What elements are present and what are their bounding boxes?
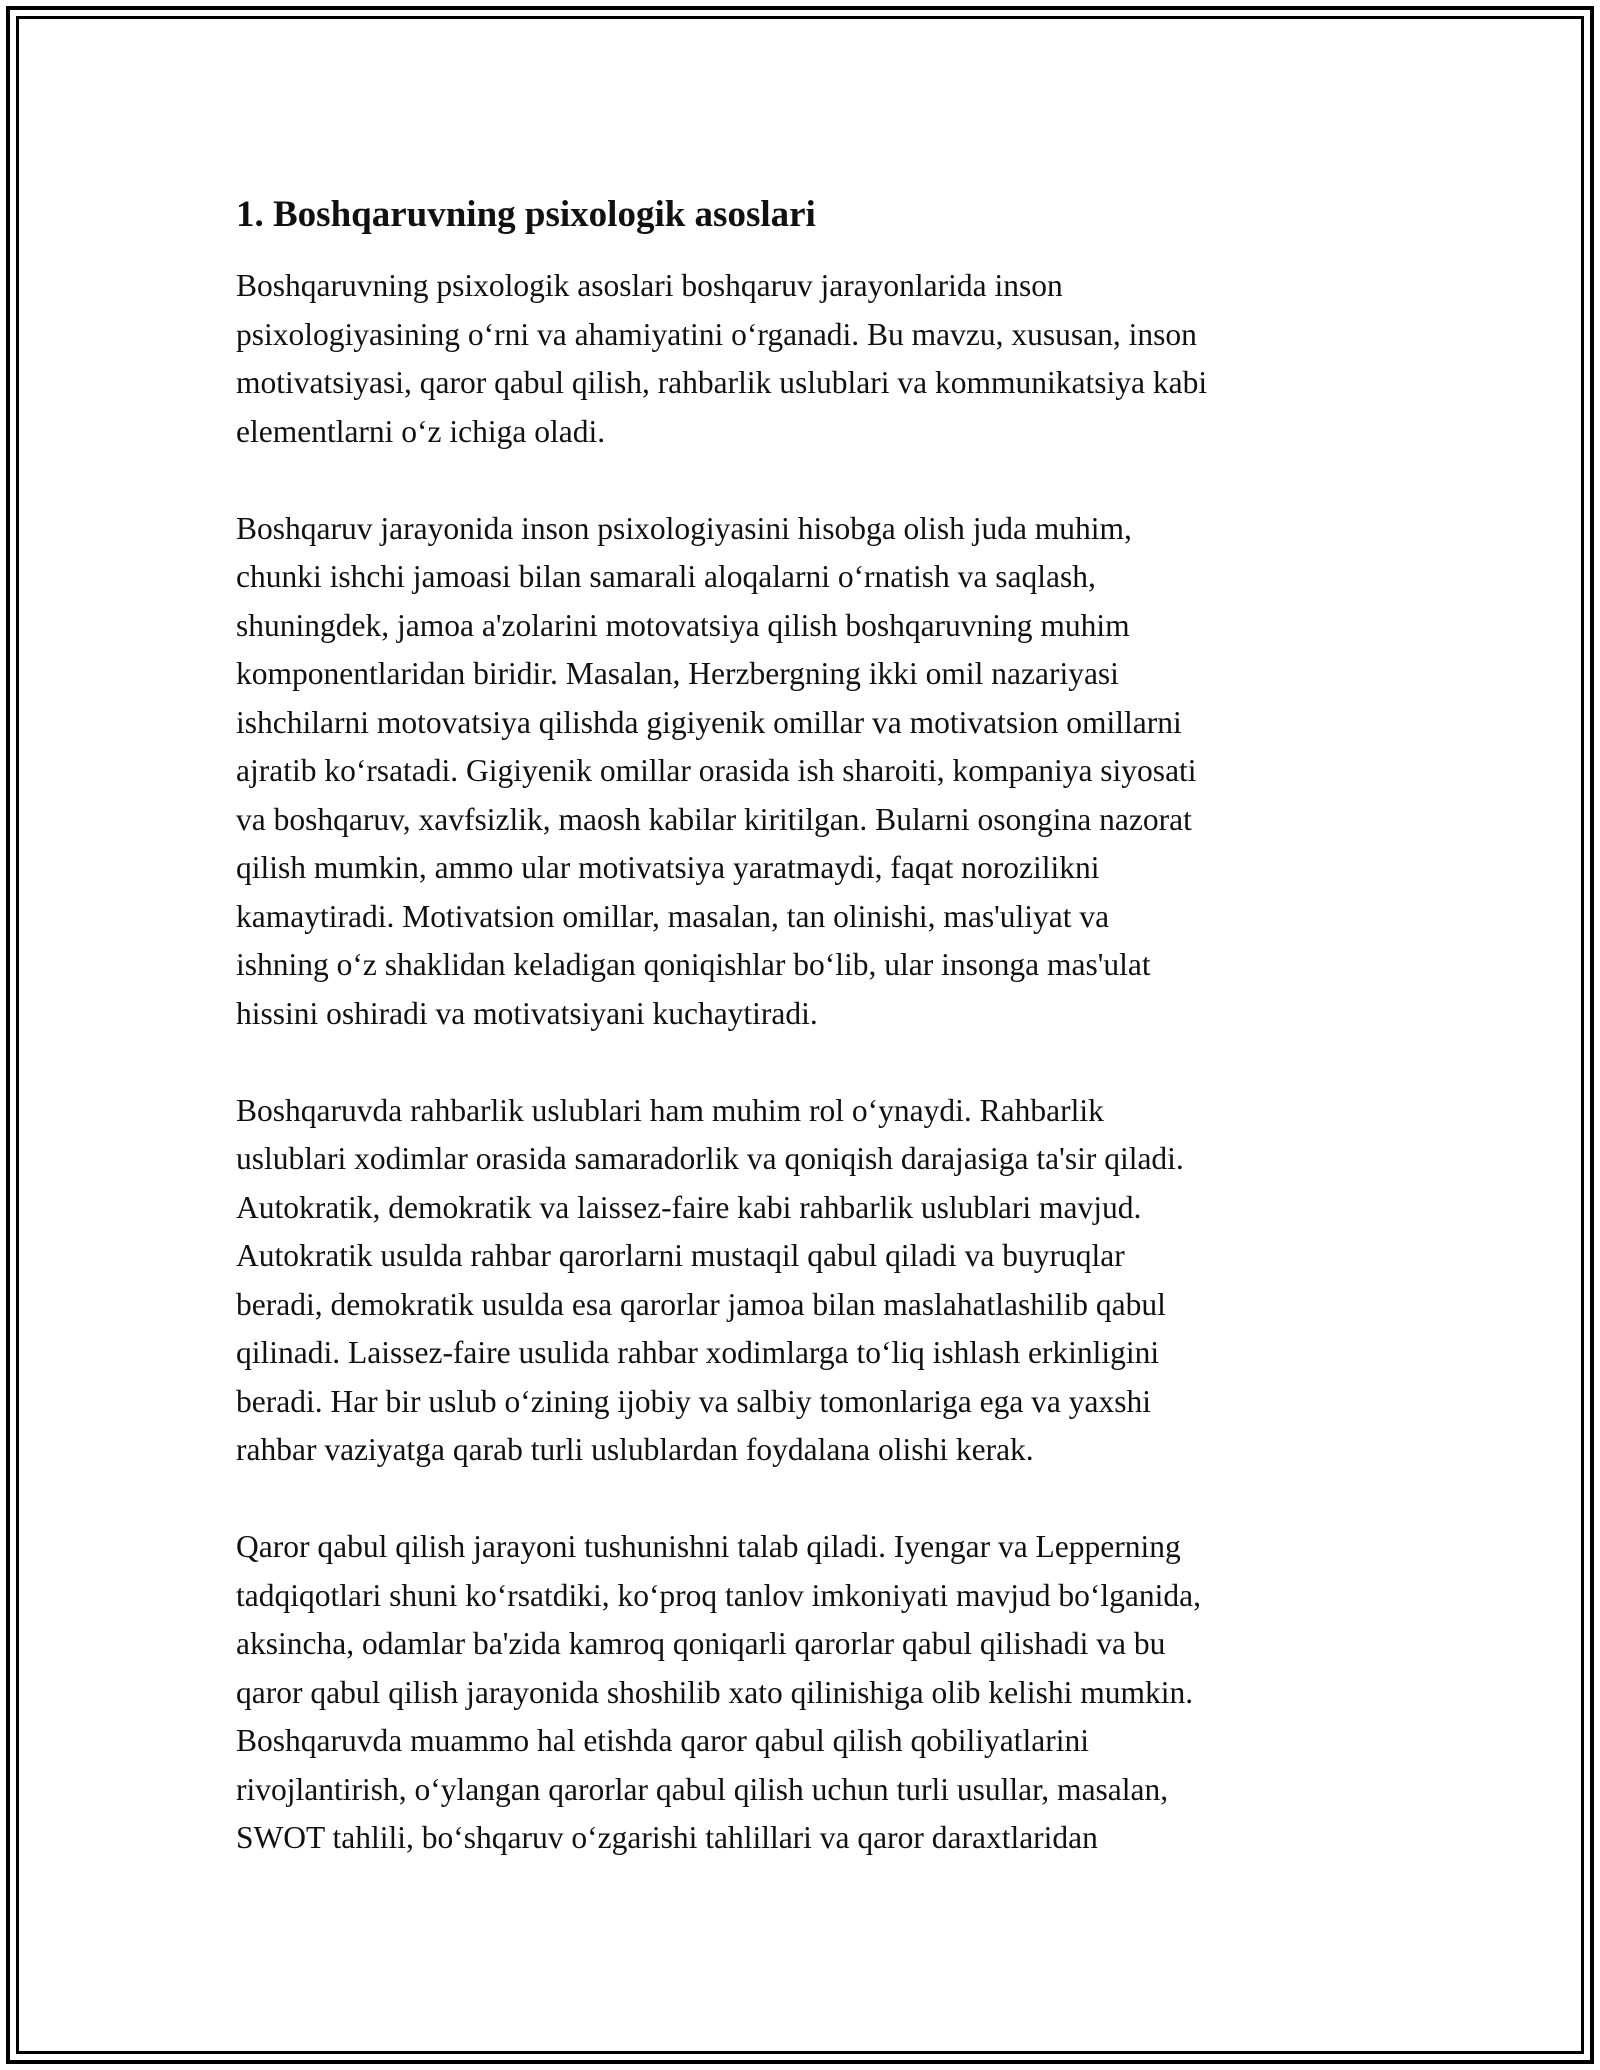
text-line: rahbar vaziyatga qarab turli uslublardan foydalana olishi kerak. — [236, 1432, 1034, 1467]
text-line: Autokratik, demokratik va laissez-faire kabi rahbarlik uslublari mavjud. — [236, 1189, 1142, 1225]
text-line: qilish mumkin, ammo ular motivatsiya yaratmaydi, faqat norozilikni — [236, 850, 1100, 885]
text-line: kamaytiradi. Motivatsion omillar, masalan, tan olinishi, mas'uliyat va — [236, 898, 1110, 934]
paragraph-2 — [236, 505, 1396, 1039]
text-line: Boshqaruvda muammo hal etishda qaror qabul qilish qobiliyatlarini — [236, 1723, 1089, 1758]
text-line: motivatsiyasi, qaror qabul qilish, rahbarlik uslublari va kommunikatsiya kabi — [236, 365, 1208, 400]
text-line: shuningdek, jamoa a'zolarini motovatsiya qilish boshqaruvning muhim — [236, 607, 1130, 643]
text-line: aksincha, odamlar ba'zida kamroq qoniqarli qarorlar qabul qilishadi va bu — [236, 1626, 1166, 1661]
text-line: psixologiyasining o‘rni va ahamiyatini o‘rganadi. Bu mavzu, xususan, inson — [236, 316, 1197, 352]
text-line: ishning o‘z shaklidan keladigan qoniqishlar bo‘lib, ular insonga mas'ulat — [236, 947, 1151, 982]
text-line: va boshqaruv, xavfsizlik, maosh kabilar kiritilgan. Bularni osongina nazorat — [236, 801, 1192, 837]
section-title: 1. Boshqaruvning psixologik asoslari — [236, 194, 816, 235]
text-line: beradi, demokratik usulda esa qarorlar jamoa bilan maslahatlashilib qabul — [236, 1286, 1166, 1322]
text-line: ajratib ko‘rsatadi. Gigiyenik omillar orasida ish sharoiti, kompaniya siyosati — [236, 753, 1197, 788]
text-line: Boshqaruv jarayonida inson psixologiyasini hisobga olish juda muhim, — [236, 510, 1132, 546]
text-line: SWOT tahlili, bo‘shqaruv o‘zgarishi tahlillari va qaror daraxtlaridan — [236, 1820, 1098, 1855]
text-line: chunki ishchi jamoasi bilan samarali aloqalarni o‘rnatish va saqlash, — [236, 559, 1096, 594]
text-line: hissini oshiradi va motivatsiyani kuchaytiradi. — [236, 995, 818, 1031]
text-line: qaror qabul qilish jarayonida shoshilib xato qilinishiga olib kelishi mumkin. — [236, 1674, 1194, 1710]
text-line: Boshqaruvda rahbarlik uslublari ham muhim rol o‘ynaydi. Rahbarlik — [236, 1092, 1104, 1128]
text-line: tadqiqotlari shuni ko‘rsatdiki, ko‘proq tanlov imkoniyati mavjud bo‘lganida, — [236, 1577, 1201, 1613]
text-line: beradi. Har bir uslub o‘zining ijobiy va salbiy tomonlariga ega va yaxshi — [236, 1383, 1152, 1419]
text-line: uslublari xodimlar orasida samaradorlik va qoniqish darajasiga ta'sir qiladi. — [236, 1141, 1184, 1176]
paragraph-1 — [236, 262, 1396, 456]
text-line: qilinadi. Laissez-faire usulida rahbar xodimlarga to‘liq ishlash erkinligini — [236, 1335, 1160, 1370]
text-line: Boshqaruvning psixologik asoslari boshqaruv jarayonlarida inson — [236, 268, 1063, 303]
paragraph-4 — [236, 1523, 1396, 1863]
paragraph-3 — [236, 1087, 1396, 1475]
text-line: elementlarni o‘z ichiga oladi. — [236, 413, 606, 449]
text-line: komponentlaridan biridir. Masalan, Herzbergning ikki omil nazariyasi — [236, 656, 1119, 691]
text-line: rivojlantirish, o‘ylangan qarorlar qabul qilish uchun turli usullar, masalan, — [236, 1771, 1169, 1807]
document-body — [236, 188, 1396, 1911]
text-line: ishchilarni motovatsiya qilishda gigiyenik omillar va motivatsion omillarni — [236, 704, 1182, 740]
text-line: Autokratik usulda rahbar qarorlarni mustaqil qabul qiladi va buyruqlar — [236, 1238, 1125, 1273]
text-line: Qaror qabul qilish jarayoni tushunishni talab qiladi. Iyengar va Lepperning — [236, 1529, 1181, 1564]
